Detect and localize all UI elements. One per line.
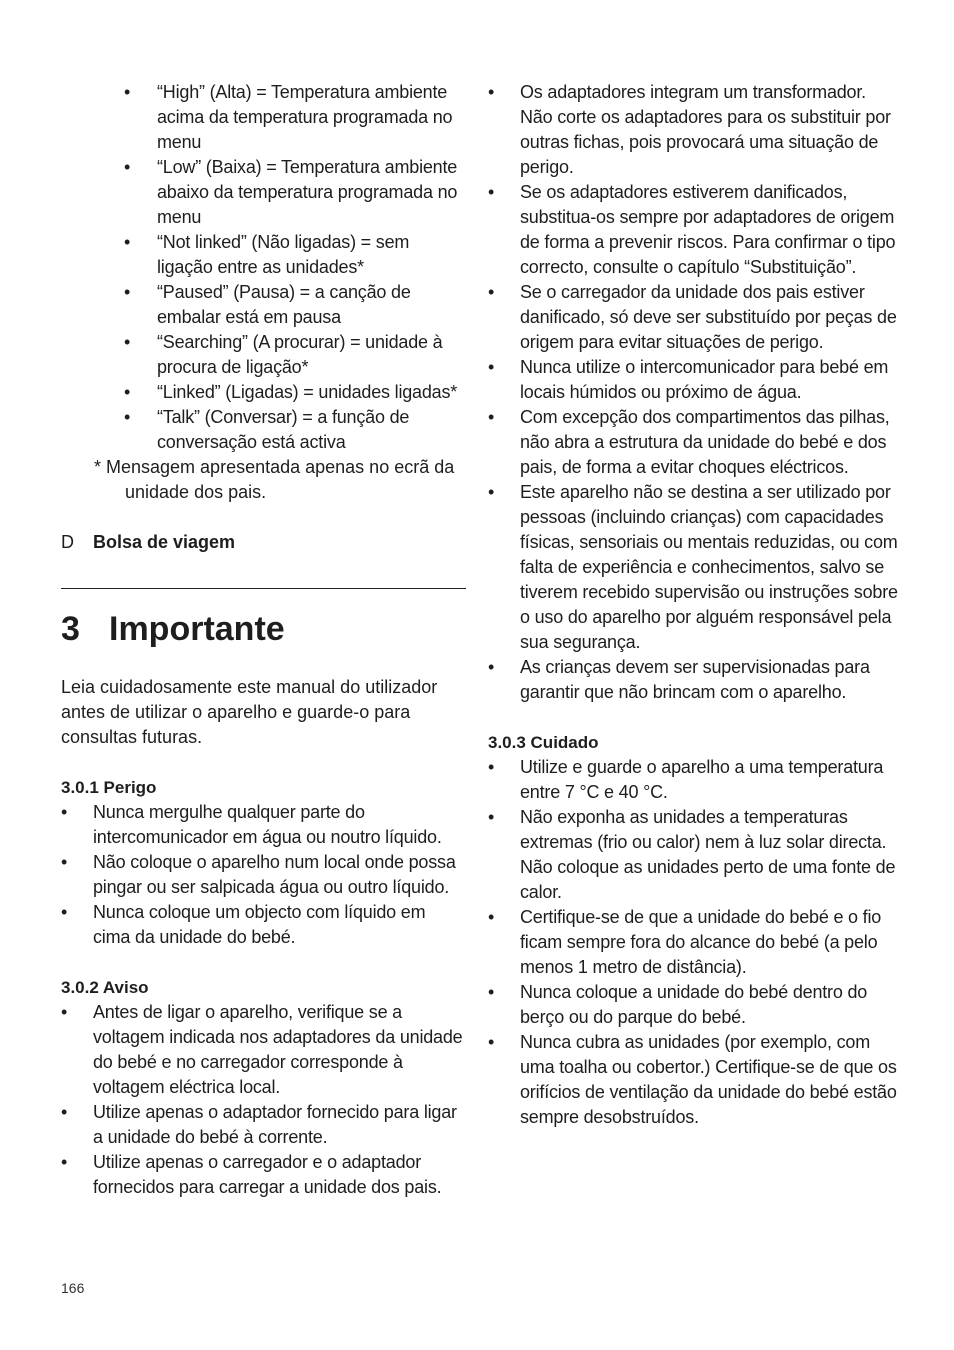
list-item: • Se os adaptadores estiverem danificados, substitua-os sempre por adaptadores de origem de forma a prevenir riscos. Para confirmar o tipo correcto, consulte o capítulo “Substituição”. bbox=[488, 182, 896, 277]
list-item: • Nunca utilize o intercomunicador para bebé em locais húmidos ou próximo de água. bbox=[488, 357, 889, 402]
list-item: • “Low” (Baixa) = Temperatura ambiente abaixo da temperatura programada no menu bbox=[124, 157, 458, 227]
list-item: • “Searching” (A procurar) = unidade à procura de ligação* bbox=[124, 332, 443, 377]
component-letter: D bbox=[61, 532, 74, 552]
list-item: • Nunca coloque a unidade do bebé dentro do berço ou do parque do bebé. bbox=[488, 982, 868, 1027]
bullet-icon: • bbox=[124, 82, 131, 102]
left-column bbox=[61, 80, 466, 1200]
list-item: • “Linked” (Ligadas) = unidades ligadas* bbox=[61, 380, 466, 405]
list-item: • “Not linked” (Não ligadas) = sem ligação entre as unidades* bbox=[124, 232, 410, 277]
bullet-icon: • bbox=[488, 482, 495, 502]
aviso-list bbox=[61, 1000, 466, 1200]
component-label: Bolsa de viagem bbox=[93, 532, 236, 552]
list-item: • As crianças devem ser supervisionadas para garantir que não brincam com o aparelho. bbox=[488, 657, 870, 702]
status-message-list bbox=[61, 80, 466, 455]
list-item: • Não coloque o aparelho num local onde possa pingar ou ser salpicada água ou outro líquido. bbox=[61, 852, 456, 897]
list-item: • Não exponha as unidades a temperaturas extremas (frio ou calor) nem à luz solar directa. Não coloque as unidades perto de uma fonte de calor. bbox=[488, 807, 896, 902]
list-item: • Antes de ligar o aparelho, verifique se a voltagem indicada nos adaptadores da unidade do bebé e no carregador corresponde à voltagem eléctrica local. bbox=[61, 1002, 463, 1097]
list-item: • “High” (Alta) = Temperatura ambiente acima da temperatura programada no menu bbox=[124, 82, 453, 152]
bullet-icon: • bbox=[488, 657, 495, 677]
aviso-list-continued bbox=[488, 80, 898, 705]
chapter-title-text: Importante bbox=[109, 610, 285, 648]
bullet-icon: • bbox=[488, 907, 495, 927]
bullet-icon: • bbox=[124, 407, 131, 427]
list-item: • Utilize apenas o carregador e o adaptador fornecidos para carregar a unidade dos pais. bbox=[61, 1152, 442, 1197]
section-heading-perigo: 3.0.1 Perigo bbox=[61, 778, 157, 797]
list-item: • Se o carregador da unidade dos pais estiver danificado, só deve ser substituído por peças de origem para evitar situações de perigo. bbox=[488, 282, 897, 352]
bullet-icon: • bbox=[61, 802, 68, 822]
chapter-number: 3 bbox=[61, 610, 80, 648]
bullet-icon: • bbox=[61, 902, 68, 922]
bullet-icon: • bbox=[488, 807, 495, 827]
bullet-icon: • bbox=[124, 282, 131, 302]
bullet-icon: • bbox=[488, 757, 495, 777]
list-item: • Este aparelho não se destina a ser utilizado por pessoas (incluindo crianças) com capacidades físicas, sensoriais ou mentais reduzidas, ou com falta de experiência e conhecimentos, salvo se tiverem recebido supervisão ou instruções sobre o uso do aparelho por alguém responsável pela sua segurança. bbox=[488, 482, 898, 652]
footnote: * Mensagem apresentada apenas no ecrã da unidade dos pais. bbox=[94, 457, 455, 502]
bullet-icon: • bbox=[61, 1102, 68, 1122]
bullet-icon: • bbox=[61, 1002, 68, 1022]
list-item: • Nunca cubra as unidades (por exemplo, com uma toalha ou cobertor.) Certifique-se de que os orifícios de ventilação da unidade do bebé estão sempre desobstruídos. bbox=[488, 1032, 897, 1127]
list-item: • Com excepção dos compartimentos das pilhas, não abra a estrutura da unidade do bebé e dos pais, de forma a evitar choques eléctricos. bbox=[488, 407, 890, 477]
list-item: • “Talk” (Conversar) = a função de conversação está activa bbox=[124, 407, 410, 452]
cuidado-list bbox=[488, 755, 898, 1130]
component-d bbox=[61, 530, 466, 555]
bullet-icon: • bbox=[488, 357, 495, 377]
intro-paragraph: Leia cuidadosamente este manual do utilizador antes de utilizar o aparelho e guarde-o para consultas futuras. bbox=[61, 677, 438, 747]
bullet-icon: • bbox=[488, 282, 495, 302]
list-item: • Nunca mergulhe qualquer parte do intercomunicador em água ou noutro líquido. bbox=[61, 802, 442, 847]
bullet-icon: • bbox=[124, 382, 131, 402]
bullet-icon: • bbox=[488, 182, 495, 202]
bullet-icon: • bbox=[124, 332, 131, 352]
list-item: • Utilize e guarde o aparelho a uma temperatura entre 7 °C e 40 °C. bbox=[488, 757, 884, 802]
bullet-icon: • bbox=[61, 1152, 68, 1172]
page-number: 166 bbox=[61, 1280, 85, 1296]
list-item: • Utilize apenas o adaptador fornecido para ligar a unidade do bebé à corrente. bbox=[61, 1102, 457, 1147]
bullet-icon: • bbox=[488, 982, 495, 1002]
bullet-icon: • bbox=[488, 407, 495, 427]
section-heading-aviso: 3.0.2 Aviso bbox=[61, 978, 149, 997]
list-item: • Certifique-se de que a unidade do bebé e o fio ficam sempre fora do alcance do bebé (a pelo menos 1 metro de distância). bbox=[488, 907, 882, 977]
right-column bbox=[488, 80, 898, 1130]
list-item: • Os adaptadores integram um transformador. Não corte os adaptadores para os substituir por outras fichas, pois provocará uma situação de perigo. bbox=[488, 82, 891, 177]
bullet-icon: • bbox=[488, 82, 495, 102]
bullet-icon: • bbox=[61, 852, 68, 872]
perigo-list bbox=[61, 800, 466, 950]
list-item: • Nunca coloque um objecto com líquido em cima da unidade do bebé. bbox=[61, 902, 426, 947]
chapter-divider bbox=[61, 588, 466, 589]
section-heading-cuidado: 3.0.3 Cuidado bbox=[488, 733, 599, 752]
chapter-title bbox=[61, 607, 466, 651]
list-item: • “Paused” (Pausa) = a canção de embalar está em pausa bbox=[124, 282, 411, 327]
bullet-icon: • bbox=[124, 232, 131, 252]
bullet-icon: • bbox=[488, 1032, 495, 1052]
bullet-icon: • bbox=[124, 157, 131, 177]
